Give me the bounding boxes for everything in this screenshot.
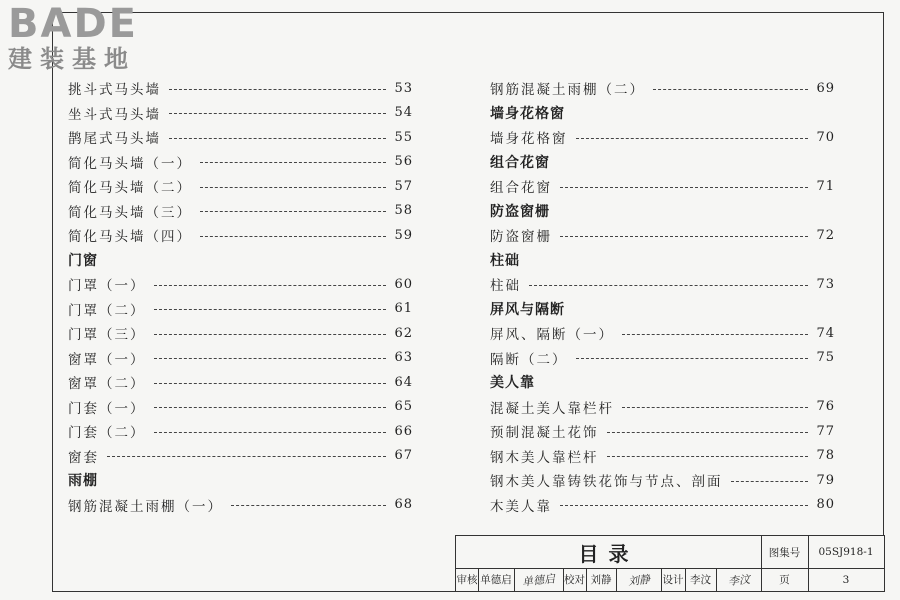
toc-right-column: [490, 76, 835, 517]
toc-entry-page: 77: [816, 423, 835, 439]
toc-entry-title: 屏风、隔断（一）: [490, 327, 614, 344]
toc-entry-title: 窗罩（二）: [68, 376, 146, 393]
toc-entry-title: 隔断（二）: [490, 351, 568, 368]
toc-entry-page: 69: [816, 80, 835, 96]
dot-leader: [576, 138, 809, 139]
toc-entry-title: 简化马头墙（一）: [68, 155, 192, 172]
toc-entry-title: 混凝土美人靠栏杆: [490, 400, 614, 417]
dot-leader: [529, 285, 808, 286]
dot-leader: [154, 309, 387, 310]
title-block: [455, 535, 885, 592]
toc-entry: [68, 346, 413, 371]
checker-signature: 刘静: [626, 572, 651, 588]
toc-entry-title: 挑斗式马头墙: [68, 82, 161, 99]
designer-signature: 李汶: [726, 572, 751, 588]
toc-section-heading: 组合花窗: [490, 154, 550, 171]
toc-section-heading: 雨棚: [68, 473, 98, 490]
toc-entry-page: 75: [816, 350, 835, 366]
toc-entry-title: 门罩（二）: [68, 302, 146, 319]
toc-entry: [68, 370, 413, 395]
dot-leader: [731, 481, 809, 482]
dot-leader: [560, 187, 808, 188]
dot-leader: [169, 138, 386, 139]
page-label: 页: [779, 574, 790, 586]
toc-entry-page: 74: [816, 325, 835, 341]
toc-section-heading: 屏风与隔断: [490, 301, 565, 318]
toc-entry-page: 64: [394, 374, 413, 390]
watermark-brand: BADE: [8, 1, 138, 47]
dot-leader: [169, 113, 386, 114]
toc-section-heading: 防盗窗栅: [490, 203, 550, 220]
toc-entry-page: 78: [816, 448, 835, 464]
toc-entry: [68, 297, 413, 322]
dot-leader: [576, 358, 809, 359]
toc-entry-page: 59: [394, 227, 413, 243]
toc-entry: [490, 125, 835, 150]
dot-leader: [154, 383, 387, 384]
toc-entry-page: 70: [816, 129, 835, 145]
toc-entry: [490, 223, 835, 248]
watermark-logo: [8, 1, 138, 73]
toc-entry: [68, 101, 413, 126]
toc-section-heading: 美人靠: [490, 375, 535, 392]
dot-leader: [231, 505, 386, 506]
dot-leader: [560, 236, 808, 237]
toc-entry: [68, 419, 413, 444]
toc-left-column: [68, 76, 413, 517]
toc-entry-title: 组合花窗: [490, 180, 552, 197]
toc-section-heading: 门窗: [68, 252, 98, 269]
toc-entry-page: 72: [816, 227, 835, 243]
toc-section-heading: 柱础: [490, 252, 520, 269]
dot-leader: [154, 334, 387, 335]
reviewer-name: 单德启: [480, 574, 512, 586]
toc-entry-page: 54: [394, 105, 413, 121]
toc-entry-title: 窗罩（一）: [68, 351, 146, 368]
atlas-number: 05SJ918-1: [818, 546, 874, 558]
reviewer-signature: 单德启: [521, 571, 556, 589]
dot-leader: [607, 432, 809, 433]
dot-leader: [200, 162, 386, 163]
toc-entry-page: 65: [394, 399, 413, 415]
dot-leader: [154, 432, 387, 433]
toc-entry-page: 68: [394, 497, 413, 513]
toc-entry-title: 钢木美人靠铸铁花饰与节点、剖面: [490, 474, 723, 491]
toc-entry-page: 63: [394, 350, 413, 366]
dot-leader: [169, 89, 386, 90]
toc-entry-title: 钢筋混凝土雨棚（二）: [490, 82, 645, 99]
toc-entry-title: 门套（一）: [68, 400, 146, 417]
toc-entry: [68, 493, 413, 518]
toc-entry-title: 防盗窗栅: [490, 229, 552, 246]
toc-entry-title: 鹊尾式马头墙: [68, 131, 161, 148]
toc-entry: [490, 321, 835, 346]
toc-entry-title: 柱础: [490, 278, 521, 295]
toc-entry-title: 窗套: [68, 449, 99, 466]
toc-entry: [490, 346, 835, 371]
dot-leader: [107, 456, 386, 457]
toc-entry-title: 预制混凝土花饰: [490, 425, 599, 442]
toc-entry-title: 钢筋混凝土雨棚（一）: [68, 498, 223, 515]
dot-leader: [200, 211, 386, 212]
toc-entry-page: 62: [394, 325, 413, 341]
toc-entry-page: 80: [816, 497, 835, 513]
toc-entry-title: 简化马头墙（三）: [68, 204, 192, 221]
dot-leader: [200, 236, 386, 237]
toc-entry: [490, 174, 835, 199]
toc-entry-title: 墙身花格窗: [490, 131, 568, 148]
toc-entry: [68, 321, 413, 346]
toc-entry: [68, 174, 413, 199]
toc-entry: [490, 493, 835, 518]
toc-entry: [490, 468, 835, 493]
toc-entry-page: 58: [394, 203, 413, 219]
toc-entry-title: 木美人靠: [490, 498, 552, 515]
check-label: 校对: [564, 574, 585, 586]
toc-entry-page: 56: [394, 154, 413, 170]
toc-entry-page: 73: [816, 276, 835, 292]
toc-entry: [490, 444, 835, 469]
toc-entry-title: 简化马头墙（四）: [68, 229, 192, 246]
toc-entry-page: 71: [816, 178, 835, 194]
atlas-number-label: 图集号: [768, 546, 801, 559]
dot-leader: [607, 456, 809, 457]
toc-entry: [68, 125, 413, 150]
watermark-subtitle: 建装基地: [8, 45, 136, 73]
toc-entry-page: 66: [394, 423, 413, 439]
design-label: 设计: [662, 574, 684, 586]
dot-leader: [154, 285, 387, 286]
toc-entry-title: 简化马头墙（二）: [68, 180, 192, 197]
toc-entry: [68, 199, 413, 224]
page-number: 3: [842, 573, 850, 586]
dot-leader: [653, 89, 808, 90]
designer-name: 李汶: [690, 574, 711, 586]
toc-entry: [68, 223, 413, 248]
toc-entry-title: 坐斗式马头墙: [68, 106, 161, 123]
checker-name: 刘静: [590, 574, 612, 586]
dot-leader: [622, 334, 808, 335]
toc-entry-title: 门罩（一）: [68, 278, 146, 295]
toc-entry: [490, 272, 835, 297]
dot-leader: [200, 187, 386, 188]
dot-leader: [560, 505, 808, 506]
toc-entry-page: 55: [394, 129, 413, 145]
toc-entry-page: 61: [394, 301, 413, 317]
toc-entry-title: 门套（二）: [68, 425, 146, 442]
toc-entry-page: 60: [394, 276, 413, 292]
dot-leader: [154, 358, 387, 359]
toc-entry-page: 53: [394, 80, 413, 96]
toc-entry: [68, 444, 413, 469]
toc-entry: [68, 76, 413, 101]
toc-entry-title: 门罩（三）: [68, 327, 146, 344]
toc-entry: [490, 76, 835, 101]
toc-entry-page: 79: [816, 472, 835, 488]
toc-entry: [68, 395, 413, 420]
toc-entry-title: 钢木美人靠栏杆: [490, 449, 599, 466]
title-block-title: 目录: [578, 541, 639, 566]
toc-entry: [68, 272, 413, 297]
toc-entry-page: 57: [394, 178, 413, 194]
toc-entry: [490, 419, 835, 444]
toc-section-heading: 墙身花格窗: [490, 105, 565, 122]
toc-entry: [68, 150, 413, 175]
toc-entry: [490, 395, 835, 420]
dot-leader: [622, 407, 808, 408]
review-label: 审核: [456, 574, 478, 586]
dot-leader: [154, 407, 387, 408]
toc-entry-page: 67: [394, 448, 413, 464]
toc-entry-page: 76: [816, 399, 835, 415]
